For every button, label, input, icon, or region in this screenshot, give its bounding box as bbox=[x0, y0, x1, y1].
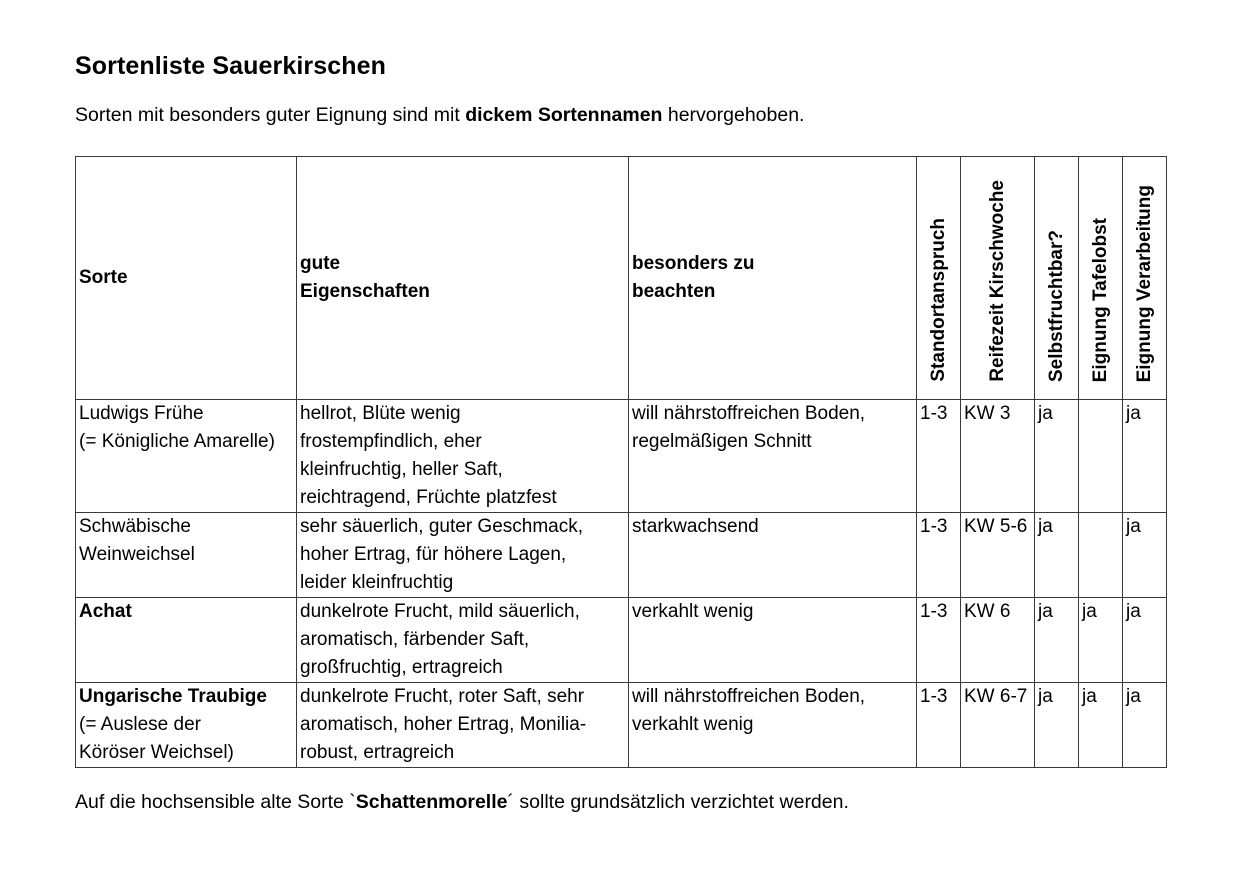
intro-text bbox=[75, 104, 804, 127]
table-row bbox=[76, 513, 1167, 598]
intro-text-bold: dickem Sortennamen bbox=[465, 104, 663, 126]
intro-text-before: Sorten mit besonders guter Eignung sind mit bbox=[75, 104, 466, 126]
cell-reifezeit: KW 5-6 bbox=[961, 513, 1035, 598]
table-row bbox=[76, 598, 1167, 683]
cell-reifezeit: KW 6-7 bbox=[961, 683, 1035, 768]
header-tafel bbox=[1079, 157, 1123, 400]
table-row bbox=[76, 400, 1167, 513]
cell-standort: 1-3 bbox=[917, 513, 961, 598]
cell-selbst: ja bbox=[1035, 683, 1079, 768]
header-standort-label: Standortanspruch bbox=[927, 218, 949, 382]
variety-name: Schwäbische Weinweichsel bbox=[79, 516, 195, 565]
cell-tafel bbox=[1079, 400, 1123, 513]
intro-text-after: hervorgehoben. bbox=[662, 104, 805, 126]
cell-sorte bbox=[76, 400, 297, 513]
header-beachten: besonders zu beachten bbox=[629, 157, 917, 400]
cell-beachten: starkwachsend bbox=[629, 513, 917, 598]
header-reifezeit-label: Reifezeit Kirschwoche bbox=[986, 180, 1008, 382]
table-row bbox=[76, 683, 1167, 768]
variety-name: Ludwigs Frühe (= Königliche Amarelle) bbox=[79, 403, 275, 452]
cell-standort: 1-3 bbox=[917, 400, 961, 513]
cell-tafel: ja bbox=[1079, 598, 1123, 683]
table-header-row bbox=[76, 157, 1167, 400]
cell-verarbeitung: ja bbox=[1123, 400, 1167, 513]
header-selbst bbox=[1035, 157, 1079, 400]
cell-verarbeitung: ja bbox=[1123, 683, 1167, 768]
footer-text-bold: Schattenmorelle bbox=[355, 791, 508, 813]
footer-text-after: ´ sollte grundsätzlich verzichtet werden. bbox=[507, 791, 849, 813]
cell-verarbeitung: ja bbox=[1123, 513, 1167, 598]
header-reifezeit bbox=[961, 157, 1035, 400]
cell-reifezeit: KW 6 bbox=[961, 598, 1035, 683]
cell-eigenschaften: hellrot, Blüte wenig frostempfindlich, eher kleinfruchtig, heller Saft, reichtragend, Früchte platzfest bbox=[297, 400, 629, 513]
cell-tafel: ja bbox=[1079, 683, 1123, 768]
variety-name-bold: Ungarische Traubige bbox=[79, 686, 267, 707]
page-title: Sortenliste Sauerkirschen bbox=[75, 52, 386, 80]
header-standort bbox=[917, 157, 961, 400]
variety-table bbox=[75, 156, 1167, 768]
header-verarbeitung-label: Eignung Verarbeitung bbox=[1133, 184, 1155, 382]
cell-verarbeitung: ja bbox=[1123, 598, 1167, 683]
cell-tafel bbox=[1079, 513, 1123, 598]
cell-beachten: will nährstoffreichen Boden, regelmäßigen Schnitt bbox=[629, 400, 917, 513]
header-eigenschaften: gute Eigenschaften bbox=[297, 157, 629, 400]
cell-sorte bbox=[76, 683, 297, 768]
variety-name: (= Auslese der Köröser Weichsel) bbox=[79, 714, 234, 763]
cell-selbst: ja bbox=[1035, 598, 1079, 683]
header-selbst-label: Selbstfruchtbar? bbox=[1045, 229, 1067, 382]
cell-eigenschaften: sehr säuerlich, guter Geschmack, hoher Ertrag, für höhere Lagen, leider kleinfruchtig bbox=[297, 513, 629, 598]
cell-eigenschaften: dunkelrote Frucht, roter Saft, sehr aromatisch, hoher Ertrag, Monilia- robust, ertragreich bbox=[297, 683, 629, 768]
footer-note bbox=[75, 791, 849, 814]
cell-reifezeit: KW 3 bbox=[961, 400, 1035, 513]
cell-beachten: verkahlt wenig bbox=[629, 598, 917, 683]
variety-name-bold: Achat bbox=[79, 601, 132, 622]
cell-eigenschaften: dunkelrote Frucht, mild säuerlich, aromatisch, färbender Saft, großfruchtig, ertragreich bbox=[297, 598, 629, 683]
header-tafel-label: Eignung Tafelobst bbox=[1089, 217, 1111, 382]
cell-sorte bbox=[76, 598, 297, 683]
cell-standort: 1-3 bbox=[917, 683, 961, 768]
footer-text-before: Auf die hochsensible alte Sorte ` bbox=[75, 791, 356, 813]
cell-selbst: ja bbox=[1035, 400, 1079, 513]
cell-selbst: ja bbox=[1035, 513, 1079, 598]
header-sorte: Sorte bbox=[76, 157, 297, 400]
header-verarbeitung bbox=[1123, 157, 1167, 400]
cell-standort: 1-3 bbox=[917, 598, 961, 683]
cell-sorte bbox=[76, 513, 297, 598]
cell-beachten: will nährstoffreichen Boden, verkahlt wenig bbox=[629, 683, 917, 768]
